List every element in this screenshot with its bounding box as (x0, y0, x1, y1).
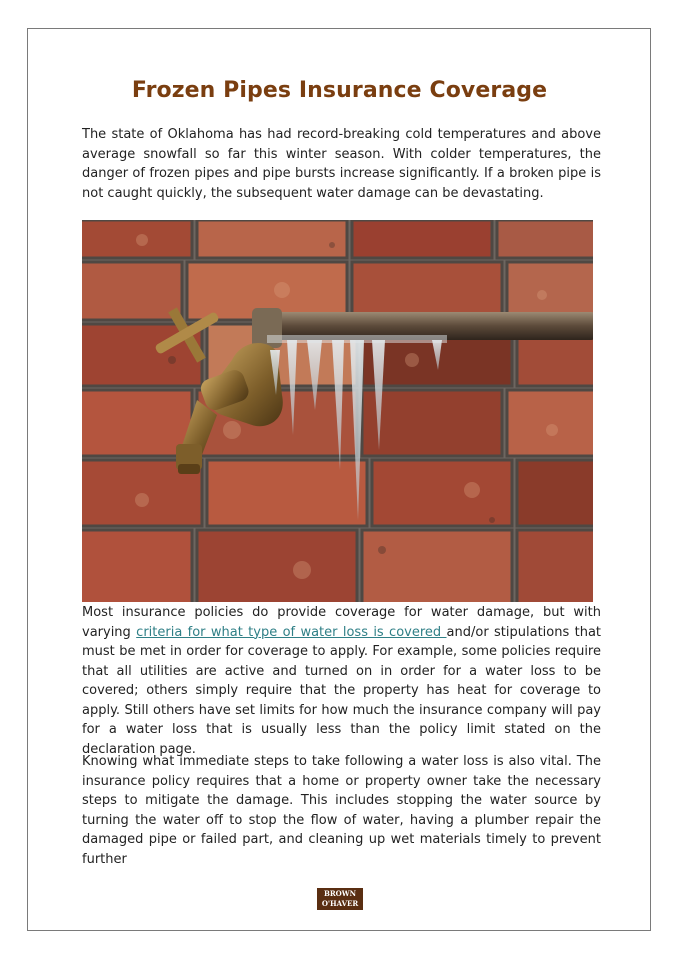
steps-paragraph: Knowing what immediate steps to take following a water loss is also vital. The insurance policy requires that a home or property owner take the necessary steps to mitigate the damage. This includes stopping the water source by turning the water off to stop the flow of water, having a plumber repair the damaged pipe or failed part, and cleaning up wet materials timely to prevent further (82, 754, 601, 867)
coverage-paragraph (82, 603, 601, 759)
frozen-faucet-photo (82, 220, 593, 602)
logo-tagline (317, 910, 363, 915)
logo-mark (317, 888, 363, 910)
intro-paragraph: The state of Oklahoma has had record-breaking cold temperatures and above average snowfall so far this winter season. With colder temperatures, the danger of frozen pipes and pipe bursts increase significantly. If a broken pipe is not caught quickly, the subsequent water damage can be devastating. (82, 127, 601, 201)
page-title: Frozen Pipes Insurance Coverage (131, 78, 548, 103)
coverage-text-start: Most insurance policies do provide coverage for water damage, but with varying (82, 605, 601, 640)
brown-ohaver-logo (317, 888, 363, 916)
coverage-text-end: and/or stipulations that must be met in order for coverage to apply. For example, some policies require that all utilities are active and turned on in order for a water loss to be covered; others simply require that the property has heat for coverage to apply. Still others have set limits for how much the insurance company will pay for a water loss that is usually less than the policy limit stated on the declaration page. (82, 624, 602, 757)
logo-line-2: O'HAVER (321, 899, 359, 908)
water-loss-criteria-link[interactable]: criteria for what type of water loss is covered (136, 624, 447, 640)
logo-line-1: BROWN (323, 889, 357, 898)
